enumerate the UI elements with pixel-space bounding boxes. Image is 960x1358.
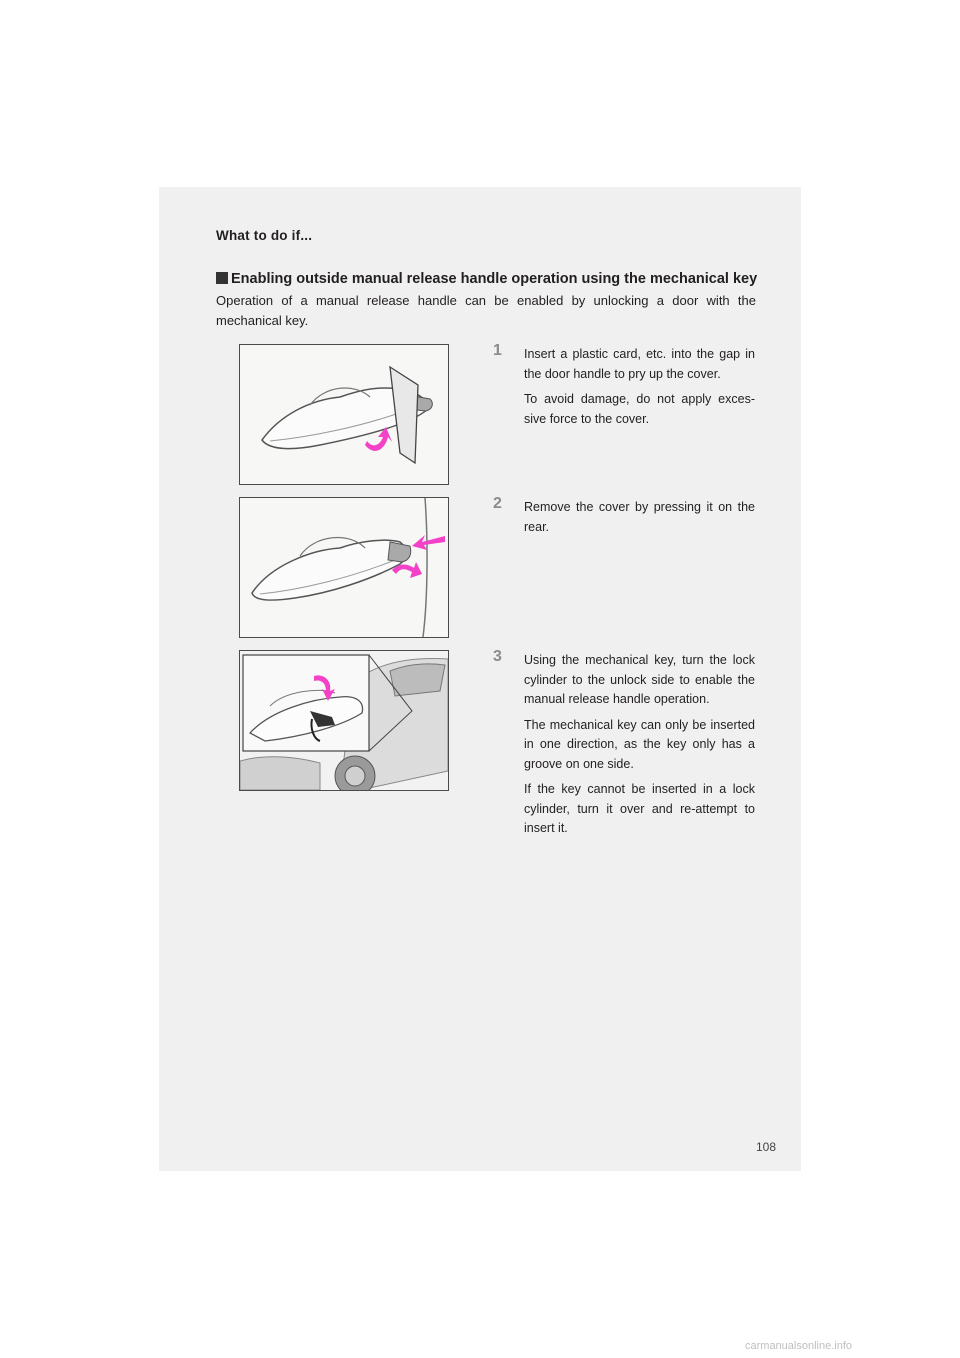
step-2 bbox=[493, 495, 755, 543]
section-header: What to do if... bbox=[216, 228, 313, 243]
press-arrow-icon bbox=[412, 535, 445, 550]
subheading-text: Enabling outside manual release handle operation using the mechanical key bbox=[231, 271, 758, 287]
figure-pry-cover bbox=[239, 344, 449, 485]
key-lock-cylinder-illustration bbox=[240, 651, 448, 790]
step-number: 2 bbox=[493, 495, 502, 512]
intro-paragraph: Operation of a manual release handle can be enabled by unlocking a door with the mechanical key. bbox=[216, 293, 756, 328]
step-text: Remove the cover by pressing it on the rear. bbox=[524, 500, 755, 534]
door-handle-cover-illustration bbox=[240, 498, 448, 637]
step-note: If the key cannot be inserted in a lock cylinder, turn it over and re-attempt to insert it. bbox=[524, 782, 755, 835]
door-handle-card-illustration bbox=[240, 345, 448, 484]
figure-lock-cylinder bbox=[239, 650, 449, 791]
page-number: 108 bbox=[756, 1140, 777, 1154]
step-3 bbox=[493, 648, 755, 845]
step-number: 1 bbox=[493, 342, 502, 359]
step-number: 3 bbox=[493, 648, 502, 665]
subheading bbox=[216, 271, 757, 287]
square-bullet-icon bbox=[216, 272, 228, 284]
figure-remove-cover bbox=[239, 497, 449, 638]
step-text: Using the mechanical key, turn the lock cylinder to the unlock side to enable the manual release handle operation. bbox=[524, 653, 755, 706]
step-note: The mechanical key can only be inserted in one direction, as the key only has a groove on one side. bbox=[524, 717, 755, 771]
step-note: To avoid damage, do not apply exces-sive force to the cover. bbox=[524, 392, 755, 426]
watermark[interactable]: carmanualsonline.info bbox=[745, 1340, 853, 1352]
step-1 bbox=[493, 342, 755, 435]
step-text: Insert a plastic card, etc. into the gap in the door handle to pry up the cover. bbox=[524, 347, 755, 381]
